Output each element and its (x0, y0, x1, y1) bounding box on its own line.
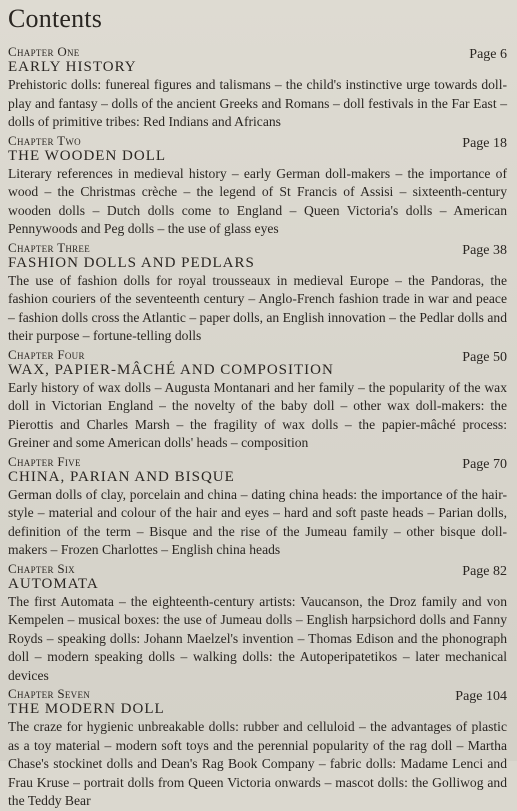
chapter-label: Chapter Two (8, 132, 81, 148)
chapter-six (8, 560, 507, 686)
chapter-two (8, 132, 507, 239)
chapter-four (8, 346, 507, 453)
chapter-description: Prehistoric dolls: funereal figures and talismans – the child's instinctive urge towards doll-play and fantasy – dolls of the ancient Greeks and Romans – doll festivals in the Far East – dolls of primitive tribes: Red Indians and Africans (8, 77, 507, 129)
chapter-header (8, 43, 507, 62)
chapter-page-number: Page 104 (455, 689, 507, 704)
chapter-description: German dolls of clay, porcelain and china – dating china heads: the importance of the hair-style – material and colour of the hair and eyes – hard and soft paste heads – Parian dolls, definition of the term – Bisque and the rise of the Jumeau family – other bisque doll-makers – Frozen Charlottes – English china heads (8, 486, 507, 557)
chapter-header (8, 453, 507, 472)
chapter-title: CHINA, PARIAN AND BISQUE (8, 468, 235, 485)
chapter-description: The use of fashion dolls for royal trousseaux in medieval Europe – the Pandoras, the fashion couriers of the seventeenth century – Anglo-French fashion trade in war and peace – fashion dolls cross the Atlantic – paper dolls, an English innovation – the Pedlar dolls and their purpose – fortune-telling dolls (8, 272, 507, 343)
chapter-header (8, 239, 507, 258)
chapter-label: Chapter One (8, 44, 80, 59)
chapter-description: The craze for hygienic unbreakable dolls: rubber and celluloid – the advantages of plastic as a toy material – modern soft toys and the perennial popularity of the rag doll – Martha Chase's stockinet dolls and Dean's Rag Book Company – fabric dolls: Madame Lenci and Frau Kruse – portrait dolls from Queen Victoria onwards – mascot dolls: the Golliwog and the Teddy Bear (8, 719, 507, 808)
chapter-page-number: Page 6 (469, 47, 507, 62)
page-title: Contents (8, 4, 103, 33)
chapter-header (8, 685, 507, 704)
chapter-page-number: Page 38 (462, 242, 507, 258)
chapter-title: WAX, PAPIER-MÂCHÉ AND COMPOSITION (8, 361, 334, 378)
chapter-title: THE MODERN DOLL (8, 701, 165, 717)
chapter-description: Literary references in medieval history – early German doll-makers – the importance of wood – the Christmas crèche – the legend of St Francis of Assisi – sixteenth-century wooden dolls – Dutch dolls come to England – Queen Victoria's dolls – American Pennywoods and Peg dolls – the use of glass eyes (8, 165, 507, 236)
chapter-three (8, 239, 507, 346)
chapter-page-number: Page 50 (462, 349, 507, 365)
chapter-header (8, 132, 507, 151)
chapter-title: AUTOMATA (8, 575, 99, 592)
chapter-title: THE WOODEN DOLL (8, 147, 167, 164)
chapter-header (8, 560, 507, 579)
chapter-description: Early history of wax dolls – Augusta Montanari and her family – the popularity of the wax doll in Victorian England – the novelty of the baby doll – other wax doll-makers: the Pierottis and Charles Marsh – the fragility of wax dolls – the papier-mâché process: Greiner and some American dolls' heads – composition (8, 379, 507, 450)
chapter-five (8, 453, 507, 560)
chapter-label: Chapter Four (8, 346, 85, 362)
chapter-description: The first Automata – the eighteenth-century artists: Vaucanson, the Droz family and von Kempelen – musical boxes: the use of Jumeau dolls – English harpsichord dolls and Fanny Royds – speaking dolls: Johann Maelzel's invention – Thomas Edison and the phonograph doll – modern speaking dolls – walking dolls: the Autoperipatetikos – later mechanical devices (8, 593, 507, 683)
chapter-title: FASHION DOLLS AND PEDLARS (8, 254, 255, 271)
chapter-header (8, 346, 507, 365)
chapter-title: EARLY HISTORY (8, 59, 137, 75)
chapter-label: Chapter Three (8, 239, 91, 255)
chapter-label: Chapter Five (8, 453, 81, 469)
chapter-page-number: Page 82 (462, 563, 507, 579)
chapter-label: Chapter Six (8, 560, 75, 576)
chapter-page-number: Page 70 (462, 456, 507, 472)
chapter-page-number: Page 18 (462, 135, 507, 151)
chapter-label: Chapter Seven (8, 686, 91, 701)
chapter-seven (8, 685, 507, 811)
chapter-one (8, 43, 507, 132)
